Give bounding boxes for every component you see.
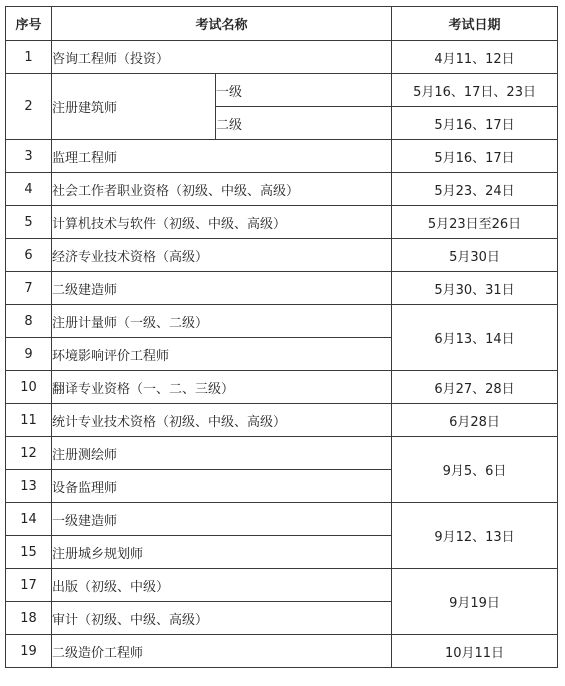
row-name: 注册城乡规划师 — [52, 536, 392, 569]
exam-schedule — [5, 6, 557, 668]
row-no: 6 — [6, 239, 52, 272]
row-sub-level: 二级 — [216, 107, 392, 140]
row-name: 注册计量师（一级、二级） — [52, 305, 392, 338]
table-row — [6, 74, 558, 107]
row-name: 注册测绘师 — [52, 437, 392, 470]
row-name: 经济专业技术资格（高级） — [52, 239, 392, 272]
table-row — [6, 239, 558, 272]
row-date: 10月11日 — [392, 635, 558, 668]
header-name: 考试名称 — [52, 7, 392, 41]
row-name: 设备监理师 — [52, 470, 392, 503]
row-date: 5月23日至26日 — [392, 206, 558, 239]
row-no: 15 — [6, 536, 52, 569]
row-no: 2 — [6, 74, 52, 140]
table-row — [6, 635, 558, 668]
row-name: 一级建造师 — [52, 503, 392, 536]
row-date: 6月28日 — [392, 404, 558, 437]
row-name: 出版（初级、中级） — [52, 569, 392, 602]
row-name: 监理工程师 — [52, 140, 392, 173]
row-date: 9月19日 — [392, 569, 558, 635]
row-name: 社会工作者职业资格（初级、中级、高级） — [52, 173, 392, 206]
row-name: 统计专业技术资格（初级、中级、高级） — [52, 404, 392, 437]
row-no: 5 — [6, 206, 52, 239]
table-row — [6, 404, 558, 437]
row-name: 注册建筑师 — [52, 74, 216, 140]
row-date: 5月30、31日 — [392, 272, 558, 305]
table-row — [6, 272, 558, 305]
row-name: 二级建造师 — [52, 272, 392, 305]
row-date: 6月27、28日 — [392, 371, 558, 404]
row-name: 咨询工程师（投资） — [52, 41, 392, 74]
row-no: 3 — [6, 140, 52, 173]
row-date: 5月23、24日 — [392, 173, 558, 206]
table-header-row — [6, 7, 558, 41]
table-row — [6, 140, 558, 173]
row-name: 二级造价工程师 — [52, 635, 392, 668]
exam-table — [5, 6, 558, 668]
row-no: 17 — [6, 569, 52, 602]
row-date: 4月11、12日 — [392, 41, 558, 74]
table-row — [6, 437, 558, 470]
row-date: 5月16、17日 — [392, 107, 558, 140]
table-row — [6, 503, 558, 536]
row-date: 5月16、17日、23日 — [392, 74, 558, 107]
table-row — [6, 173, 558, 206]
row-no: 10 — [6, 371, 52, 404]
row-no: 9 — [6, 338, 52, 371]
row-no: 7 — [6, 272, 52, 305]
row-date: 5月16、17日 — [392, 140, 558, 173]
table-row — [6, 41, 558, 74]
row-name: 翻译专业资格（一、二、三级） — [52, 371, 392, 404]
row-sub-level: 一级 — [216, 74, 392, 107]
row-no: 12 — [6, 437, 52, 470]
header-date: 考试日期 — [392, 7, 558, 41]
row-no: 19 — [6, 635, 52, 668]
table-row — [6, 206, 558, 239]
header-no: 序号 — [6, 7, 52, 41]
table-row — [6, 371, 558, 404]
row-name: 计算机技术与软件（初级、中级、高级） — [52, 206, 392, 239]
table-row — [6, 305, 558, 338]
row-date: 5月30日 — [392, 239, 558, 272]
row-no: 13 — [6, 470, 52, 503]
row-name: 审计（初级、中级、高级） — [52, 602, 392, 635]
row-no: 8 — [6, 305, 52, 338]
row-date: 9月12、13日 — [392, 503, 558, 569]
row-no: 11 — [6, 404, 52, 437]
row-no: 14 — [6, 503, 52, 536]
row-no: 4 — [6, 173, 52, 206]
row-date: 9月5、6日 — [392, 437, 558, 503]
row-no: 18 — [6, 602, 52, 635]
table-row — [6, 569, 558, 602]
row-date: 6月13、14日 — [392, 305, 558, 371]
row-name: 环境影响评价工程师 — [52, 338, 392, 371]
row-no: 1 — [6, 41, 52, 74]
